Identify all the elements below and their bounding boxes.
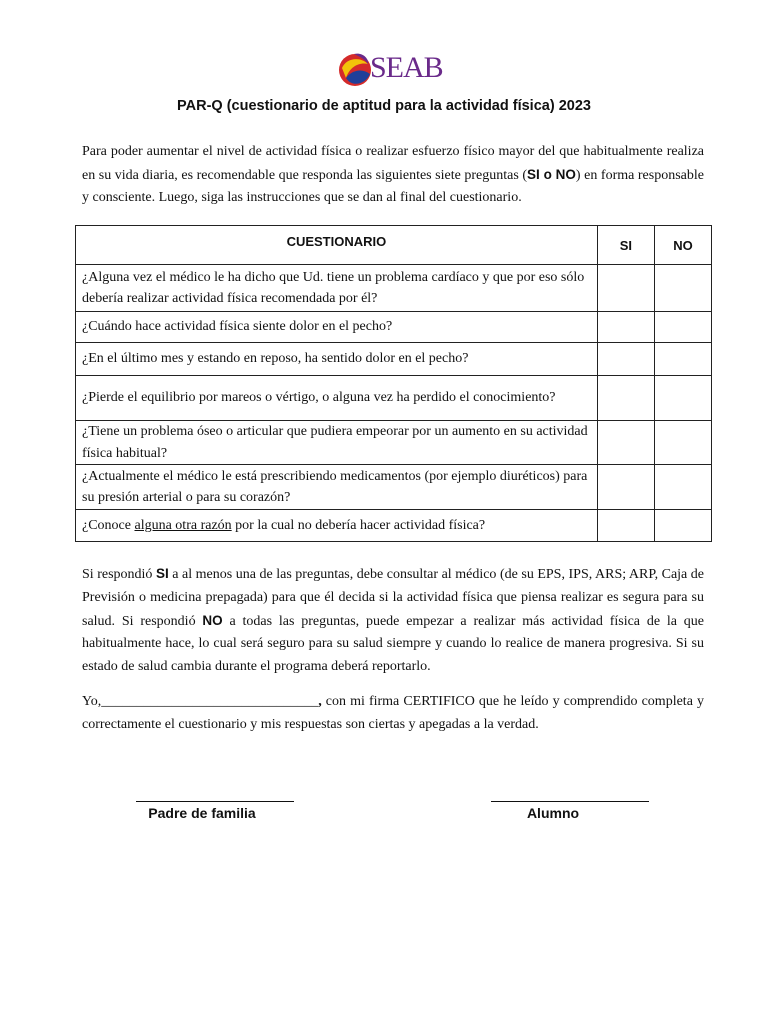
table-row	[76, 312, 712, 343]
certification-paragraph	[82, 691, 704, 737]
instructions-text: Si respondió	[82, 567, 156, 582]
question-text: ¿Actualmente el médico le está prescribiendo medicamentos (por ejemplo diuréticos) para su presión arterial o para su corazón?	[76, 465, 598, 510]
cert-prefix: Yo,	[82, 694, 102, 709]
instructions-text: a al menos una de las preguntas, debe consultar al médico (de su EPS, IPS, ARS; ARP, Caja de Previsión o medicina prepagada) para que él decida si la actividad física que piensa realizar es segura para su salud. Si respondió	[82, 567, 705, 629]
question-text	[76, 510, 598, 542]
parent-signature-line[interactable]	[136, 801, 294, 802]
intro-text-end: ) en forma responsable y consciente. Luego, siga las instrucciones que se dan al final del cuestionario.	[82, 167, 704, 205]
answer-si-cell[interactable]	[597, 312, 654, 343]
cert-comma: ,	[318, 694, 322, 709]
answer-no-cell[interactable]	[654, 510, 711, 542]
answer-si-cell[interactable]	[597, 421, 654, 465]
instructions-text: a todas las preguntas, puede empezar a realizar más actividad física de la que habitualmente hace, lo cual será seguro para su salud siempre y cuando lo realice de manera progresiva. Si su estado de salud cambia durante el programa deberá reportarlo.	[82, 613, 704, 675]
cert-text: con mi firma CERTIFICO que he leído y comprendido completa y correctamente el cuestionario y mis respuestas son ciertas y apegadas a la verdad.	[82, 694, 704, 732]
student-signature-label: Alumno	[526, 805, 580, 821]
answer-no-cell[interactable]	[654, 376, 711, 421]
instructions-bold-no: NO	[202, 612, 223, 628]
table-row	[76, 510, 712, 542]
instructions-bold-si: SI	[155, 566, 169, 581]
student-signature-line[interactable]	[491, 801, 649, 802]
answer-si-cell[interactable]	[597, 465, 654, 510]
question-text: ¿Cuándo hace actividad física siente dolor en el pecho?	[76, 312, 598, 343]
table-header-row	[76, 226, 712, 265]
answer-no-cell[interactable]	[654, 465, 711, 510]
parent-signature-label: Padre de familia	[148, 805, 256, 821]
answer-si-cell[interactable]	[597, 376, 654, 421]
answer-no-cell[interactable]	[654, 265, 711, 312]
intro-text: Para poder aumentar el nivel de actividad física o realizar esfuerzo físico mayor del que habitualmente realiza en su vida diaria, es recomendable que responda las siguientes siete preguntas (	[82, 144, 704, 183]
answer-si-cell[interactable]	[597, 510, 654, 542]
page-title: PAR-Q (cuestionario de aptitud para la actividad física) 2023	[177, 98, 591, 114]
answer-no-cell[interactable]	[654, 421, 711, 465]
logo-wordmark: SEAB	[370, 51, 443, 84]
question-text: ¿Tiene un problema óseo o articular que pudiera empeorar por un aumento en su actividad física habitual?	[76, 421, 598, 465]
table-row	[76, 376, 712, 421]
question-text-start: ¿Conoce	[82, 517, 135, 533]
intro-bold-options: SI o NO	[527, 166, 576, 182]
answer-si-cell[interactable]	[597, 343, 654, 376]
question-text: ¿En el último mes y estando en reposo, ha sentido dolor en el pecho?	[76, 343, 598, 376]
header-si: SI	[597, 226, 654, 265]
header-no: NO	[654, 226, 711, 265]
question-underlined: alguna otra razón	[134, 517, 232, 533]
questionnaire-table	[75, 225, 712, 542]
table-row	[76, 465, 712, 510]
table-row	[76, 265, 712, 312]
intro-paragraph	[82, 141, 704, 210]
instructions-paragraph	[82, 563, 704, 679]
table-row	[76, 421, 712, 465]
question-text-end: por la cual no debería hacer actividad física?	[231, 517, 486, 533]
table-row	[76, 343, 712, 376]
name-blank-field[interactable]: _______________________________	[101, 694, 319, 709]
header-questionnaire: CUESTIONARIO	[76, 226, 598, 265]
question-text: ¿Alguna vez el médico le ha dicho que Ud. tiene un problema cardíaco y que por eso sólo debería realizar actividad física recomendada por él?	[76, 265, 598, 312]
answer-si-cell[interactable]	[597, 265, 654, 312]
question-text: ¿Pierde el equilibrio por mareos o vértigo, o alguna vez ha perdido el conocimiento?	[76, 376, 598, 421]
answer-no-cell[interactable]	[654, 343, 711, 376]
answer-no-cell[interactable]	[654, 312, 711, 343]
